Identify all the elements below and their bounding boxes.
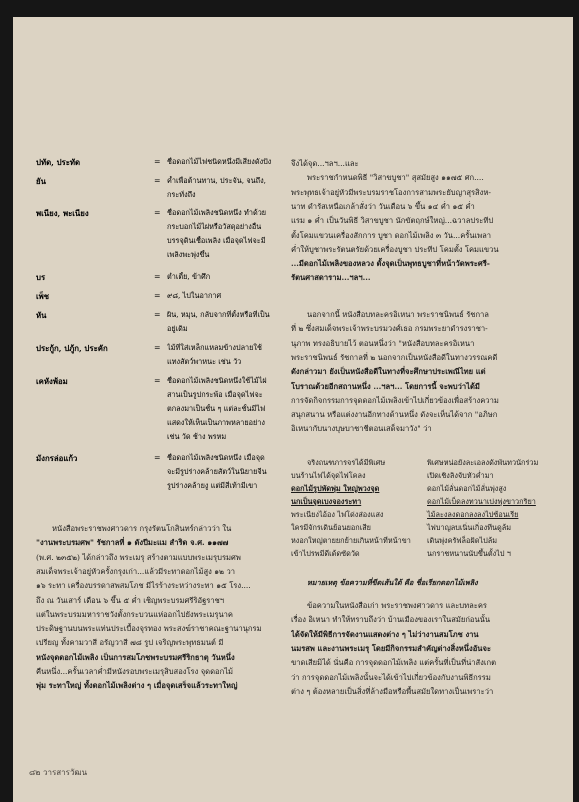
- glossary-definition: เช่น วัด ช้าง พรหม: [167, 432, 227, 441]
- glossary-term: หัน: [36, 311, 47, 320]
- glossary-definition: บรรจุดินเชื้อเพลิง เมื่อจุดไฟจะมี: [167, 236, 266, 245]
- glossary-entry: [36, 453, 294, 499]
- equals-sign: =: [154, 376, 161, 385]
- glossary-definition: เพลิงพะพุ่งขึ้น: [167, 250, 210, 259]
- text-line: พุ่ม ระทาใหญ่ ทั้งดอกไม้เพลิงต่าง ๆ เมื่อจุดเสร็จแล้วระทาใหญ่: [36, 681, 238, 691]
- verse-line: เข้าไปรพมีดีเด้ดซัดวัด: [291, 549, 360, 558]
- glossary-term: เคหังพ้อม: [36, 377, 68, 386]
- equals-sign: =: [154, 208, 161, 217]
- glossary-definition: ชื่อดอกไม้เพลิงชนิดหนึ่ง เมื่อจุด: [167, 453, 265, 462]
- equals-sign: =: [154, 272, 161, 281]
- equals-sign: =: [154, 453, 161, 462]
- text-line: ๑๖ ระทา เครื่องบรรดาสพสมโภช มีไรร้างระหว่างระทา ๑๕ โรง....: [36, 581, 251, 591]
- footnote: หมายเหตุ ข้อความที่ขีดเส้นใต้ คือ ชื่อเรียกดอกไม้เพลิง: [307, 578, 478, 587]
- text-line: แรม ๑ ค่ำ เป็นวันพิธี วิสาขบูชา นักขัตฤกษ์ใหญ่...ฉวาลประทีป: [291, 216, 494, 226]
- glossary-term: เพ็ช: [36, 292, 50, 301]
- glossary-definition: ต่ำเตี้ย, ข้าศึก: [167, 272, 211, 281]
- equals-sign: =: [154, 343, 161, 352]
- verse-line: ดอกไม้รูปพัดพุ่ม ใหญ่พวงจุด: [291, 484, 380, 493]
- glossary-definition: ตกลงมาเป็นชั้น ๆ แต่ละชั้นมีไฟ: [167, 404, 266, 413]
- glossary-definition: กระบอกไม้ไผ่หรือวัสดุอย่างอื่น: [167, 222, 262, 231]
- right-paragraph-bottom: [291, 599, 556, 709]
- verse-line: พระเนียงไอ้อง ไฟโด่งส่องแสง: [291, 510, 384, 519]
- text-line: อิเหนากับนางบุษบาชาชีตอนเสด็จมาวัง" ว่า: [291, 424, 432, 434]
- equals-sign: =: [154, 291, 161, 300]
- verse-line: จริงถนฑภารจรได้มีพิเศษ: [307, 458, 386, 467]
- text-line: หนังจุดดอกไม้เพลิง เป็นการสมโภชพระบรมศรีริกธาตุ วันหนึ่ง: [36, 652, 235, 662]
- right-paragraph-top: [291, 157, 556, 292]
- text-line: รัตนศาสดาราม...ฯลฯ...: [291, 273, 371, 283]
- glossary-term: บร: [36, 273, 46, 282]
- book-page: [13, 17, 573, 802]
- text-line: ขาดเสียมิได้ นั่นคือ การจุดดอกไม้เพลิง แต่ครั้นที่เป็นที่น่าสังเกต: [291, 658, 497, 668]
- text-line: ...มีดอกไม้เพลิงของหลวง ตั้งจุดเป็นพุทธบูชาที่หน้าวัดพระศรี-: [291, 259, 490, 269]
- glossary-definition: ค้ำเพื่อต้านทาน, ประจัน, จนถึง,: [167, 176, 266, 185]
- text-line: เรื่อง อิเหนา ทำให้ทราบถึงว่า บ้านเมืองของเราในสมัยก่อนนั้น: [291, 615, 491, 625]
- text-line: ข้อความในหนังสือเก่า พระราชพงศาวดาร และบทละคร: [307, 601, 487, 610]
- text-line: โบราณด้วยอีกสถานหนึ่ง ...ฯลฯ... โดยการนี้ จะพบว่าได้มี: [291, 381, 480, 391]
- verse-block: [291, 458, 556, 578]
- text-line: พระพุทธเจ้าอยู่หัวมีพระบรมราชโองการสามพระยับญาสุรสิงห-: [291, 187, 491, 197]
- glossary-definition: อยู่เดิม: [167, 324, 188, 333]
- glossary-definition: สานเป็นรูปกระพ้อ เมื่อจุดไฟจะ: [167, 390, 263, 399]
- text-line: นาท ดำรัสเหนือเกล้าสั่งว่า วันเดือน ๖ ขึ้น ๑๔ ค่ำ ๑๕ ค่ำ: [291, 201, 475, 211]
- glossary-definition: แสดงให้เห็นเป็นภาพหลายอย่าง: [167, 418, 265, 427]
- text-line: ได้จัดให้มีพิธีการจัดงานแสดงต่าง ๆ ไม่ว่างานสมโภช งาน: [291, 629, 479, 639]
- glossary-entry: [36, 272, 294, 288]
- verse-line: ดอกไม้เบ็ดลงทวนาเบ่งพุ่งขาวกริยา: [427, 497, 536, 506]
- text-line: เปรียญ ทั้งคามวาสี อรัญวาสี ๗๘ รูป เจริญพระพุทธมนต์ มี: [36, 638, 224, 648]
- glossary-definition: ชื่อดอกไม้ไฟชนิดหนึ่งมีเสียงดังปัง: [167, 157, 272, 166]
- glossary-definition: ชื่อดอกไม้เพลิงชนิดหนึ่ง ทำด้วย: [167, 208, 267, 217]
- text-line: ถึง ณ วันเสาร์ เดือน ๖ ขึ้น ๕ ค่ำ เชิญพระบรมศรีริอัฐราชฯ: [36, 595, 225, 605]
- glossary-term: มังกรล่อแก้ว: [36, 454, 78, 463]
- glossary-term: ปทัด, ประทัด: [36, 158, 81, 167]
- text-line: สมเด็จพระเจ้าอยู่หัวครั้งกรุงเก่า...แล้วมีระทาดอกไม้สูง ๑๒ วา: [36, 566, 236, 576]
- text-line: ค่ำให้บูชาพระรัตนตรัยด้วยเครื่องบูชา ประทีป โคมตั้ง โคมแขวน: [291, 244, 499, 254]
- text-line: พระราชกำหนดพิธี "วิสาขบูชา" สุสมัยสูง ๑๑๗๕ ศก....: [307, 173, 484, 183]
- text-line: ที่ ๒ ซึ่งสมเด็จพระเจ้าพระบรมวงศ์เธอ กรมพระยาดำรงราชา-: [291, 324, 488, 334]
- glossary-definition: กระทั่งถึง: [167, 190, 196, 199]
- verse-line: นกราชหนานนับขึ้นตั้งไป ฯ: [427, 549, 511, 558]
- right-paragraph-middle: [291, 308, 556, 443]
- text-line: คืนหนึ่ง...ครั้นเวลาค่ำมีหนังรอบพระเมรุสิบสองโรง จุดดอกไม้: [36, 667, 234, 676]
- glossary-definition: ชื่อดอกไม้เพลิงชนิดหนึ่งใช้ไม้ไผ่: [167, 376, 267, 385]
- glossary: [36, 157, 294, 497]
- glossary-term: ยัน: [36, 177, 46, 186]
- verse-line: บนร้านไฟได้จุดไฟโคลง: [291, 471, 366, 480]
- equals-sign: =: [154, 176, 161, 185]
- glossary-definition: แทงสัตว์พาหนะ เช่น วัว: [167, 357, 242, 366]
- text-line: นอกจากนี้ หนังสือบทละครอิเหนา พระราชนิพนธ์ รัชกาล: [307, 310, 489, 319]
- page-footer: ๘๒ วารสารวัฒน: [29, 768, 88, 777]
- text-line: สนุกสนาน หรือแต่งงานอีกทางด้านหนึ่ง ดังจะเห็นได้จาก "อภิษก: [291, 410, 498, 420]
- text-line: แต่ในพระบรมมหาราชวังตั้งกระบวนแห่ออกไปยังพระเมรุนาค: [36, 609, 233, 619]
- glossary-definition: ไม้ที่ใส่เหล็กแหลมข้างปลายใช้: [167, 343, 262, 352]
- glossary-definition: ผิน, หมุน, กลับจากที่ตั้งหรือที่เป็น: [167, 310, 270, 319]
- verse-line: นกเป็นจุดเบงจองระทา: [291, 497, 362, 506]
- glossary-term: พเนียง, พะเนียง: [36, 209, 89, 218]
- glossary-definition: ๙๘, ไปในอากาศ: [167, 291, 222, 300]
- text-line: "งานพระบรมศพ" รัชกาลที่ ๑ ดังปีมะแม สำริด จ.ศ. ๑๑๗๗: [36, 538, 229, 548]
- text-line: หนังสือพระราชพงศาวดาร กรุงรัตนโกสินทร์กล่าวว่า ใน: [52, 524, 232, 533]
- text-line: พระราชนิพนธ์ รัชกาลที่ ๒ นอกจากเป็นหนังสือดีในทางวรรณคดี: [291, 352, 498, 362]
- glossary-definition: จะมีรูปร่างคล้ายสัตว์ในนิยายจีน: [167, 467, 267, 476]
- glossary-entry: [36, 310, 294, 340]
- equals-sign: =: [154, 157, 161, 166]
- verse-line: ไฟบาญลบเนิ่นเกิ่องทีนดูล้ม: [427, 523, 512, 532]
- text-line: จึงได้จุด...ฯลฯ...และ: [291, 159, 359, 168]
- text-line: ต่าง ๆ ต้องหลายเป็นสิ่งที่ล้างมือหรือพื้นสมัยใดทางเป็นเพราะว่า: [291, 686, 494, 696]
- text-line: ว่า การจุดดอกไม้เพลิงนั้นจะได้เข้าไปเกี่ยวข้องกับงานพิธีกรรม: [291, 672, 491, 682]
- text-line: ประดิษฐานบนพระแท่นประเบื้องจุรทอง พระสงฆ์ราชาคณะฐานานุกรม: [36, 624, 262, 634]
- glossary-entry: [36, 176, 294, 206]
- glossary-entry: [36, 208, 294, 268]
- glossary-entry: [36, 157, 294, 173]
- text-line: นุภาพ ทรงอธิบายไว้ ตอนหนึ่งว่า "หนังสือบทละครอิเหนา: [291, 338, 475, 348]
- verse-line: พิเศษหน่อยังละเอลงดังพันทวนักร่วม: [427, 458, 539, 467]
- verse-line: เดินพุ่งครัฟล็อฝัดไปล้ม: [427, 536, 498, 545]
- glossary-term: ประกู้ก, ปภู้ก, ประคัก: [36, 344, 108, 353]
- verse-line: เปิดเชิงลิงจับหัวค่ำมา: [427, 471, 494, 480]
- text-line: การจัดกิจกรรมการจุดดอกไม้เพลิงเข้าไปเกี่ยวข้องเพื่อสร้างความ: [291, 395, 499, 405]
- verse-line: ดอกไม้ลั่นดอกไม้ลั่นพุ่งสูง: [427, 484, 507, 493]
- equals-sign: =: [154, 310, 161, 319]
- glossary-entry: [36, 343, 294, 373]
- glossary-definition: รูปร่างคล้ายงู แต่มีสี่เท้ามีเขา: [167, 481, 258, 490]
- text-line: ดังกล่าวมา ยังเป็นหนังสือดีในทางที่จะศึกษาประเพณีไทย แต่: [291, 367, 486, 377]
- glossary-entry: [36, 291, 294, 307]
- verse-line: ไม้ละงลงดอกลงลงไปซ้อนเรีย: [427, 510, 519, 519]
- verse-line: หงอกใหญ่ตายยกย้ายเกินหน้าที่หน้าขา: [291, 536, 411, 545]
- glossary-entry: [36, 376, 294, 450]
- text-line: (พ.ศ. ๒๓๕๒) ได้กล่าวถึง พระเมรุ สร้างตามแบบพระเมรุบรมศพ: [36, 552, 241, 562]
- text-line: ตั้งโคมแขวนเครื่องสักการ บูชา ดอกไม้เพลิง ๓ วัน...ครั้นเพลา: [291, 230, 492, 240]
- verse-line: ใครมีจักรเดินย้อนยอกเสีย: [291, 523, 371, 532]
- text-line: นมรสพ และงานพระเมรุ โดยมีกิจกรรมสำคัญต่างสิ่งหนึ่งอันจะ: [291, 643, 491, 653]
- left-paragraph: [36, 522, 294, 702]
